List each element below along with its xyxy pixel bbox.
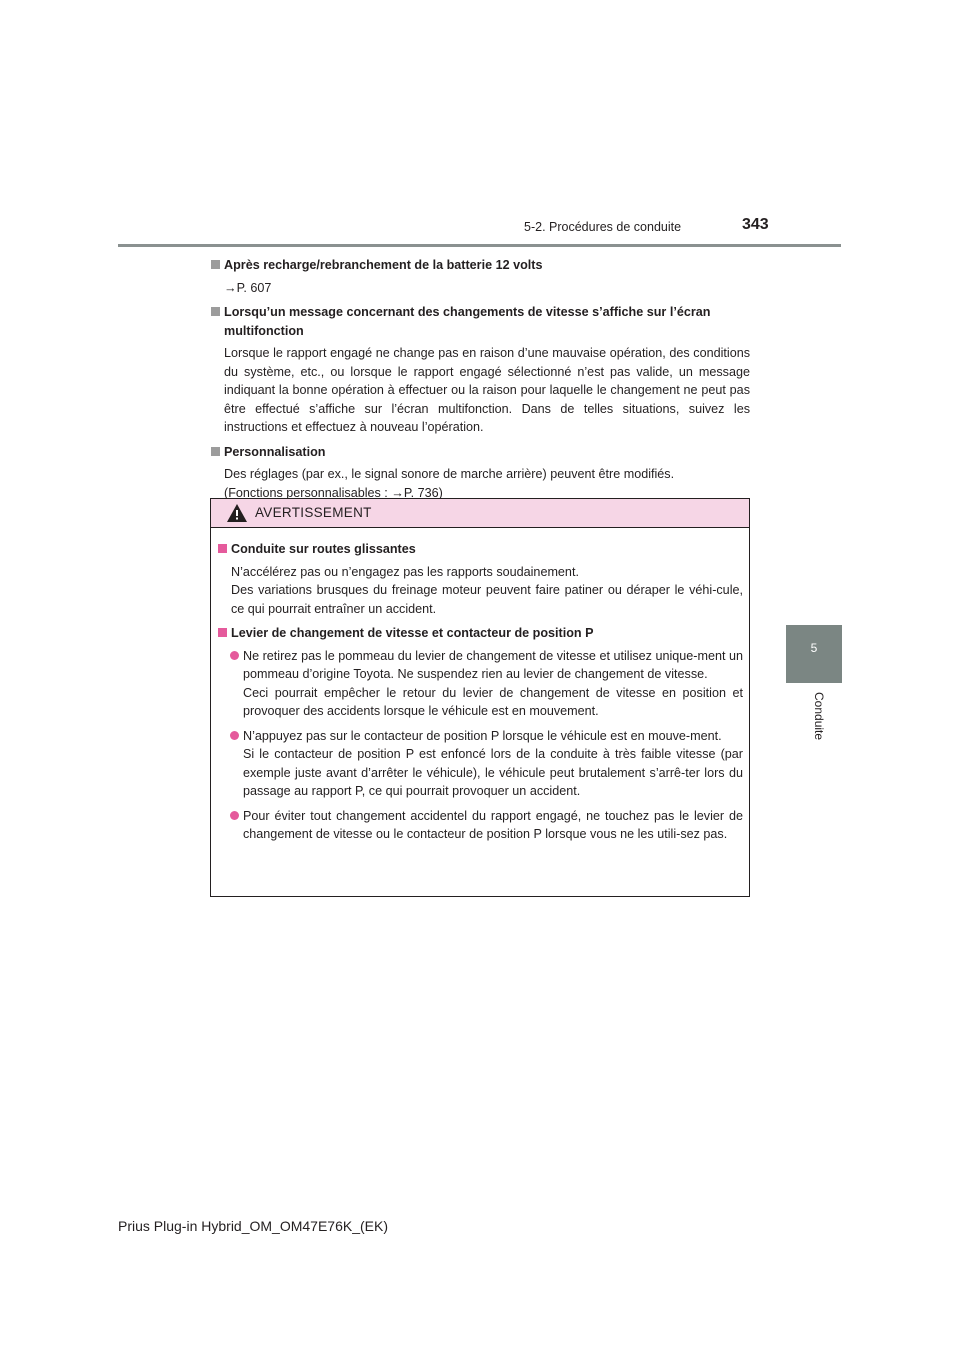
square-bullet-icon [211, 307, 220, 316]
square-bullet-icon [211, 447, 220, 456]
square-bullet-icon [218, 544, 227, 553]
warning-text: N’accélérez pas ou n’engagez pas les rapports soudainement. Des variations brusques du freinage moteur peuvent faire patiner ou déraper le véhi-cule, ce qui pourrait entraîner un accident. [231, 564, 743, 616]
warning-heading: Levier de changement de vitesse et contacteur de position P [217, 624, 743, 643]
section-gear-message [210, 303, 750, 437]
section-heading: Lorsqu’un message concernant des changements de vitesse s’affiche sur l’écran multifonction [210, 303, 750, 340]
round-bullet-icon [230, 811, 239, 820]
warning-bullet: Pour éviter tout changement accidentel du rapport engagé, ne touchez pas le levier de changement de vitesse ou le contacteur de position P lorsque vous ne les utili-sez pas. [217, 807, 743, 844]
warning-heading: Conduite sur routes glissantes [217, 540, 743, 559]
round-bullet-icon [230, 731, 239, 740]
section-text: Lorsque le rapport engagé ne change pas en raison d’une mauvaise opération, des conditions du système, etc., ou lorsque le rapport engagé sélectionné n’est pas valide, un message indiquant la bonne opération à effectuer ou la raison pour laquelle le changement ne peut pas être effectué s’affiche sur l’écran multifonction. Dans de telles situations, suivez les instructions et effectuez à nouveau l’opération. [224, 346, 750, 434]
section-battery [210, 256, 750, 297]
chapter-tab[interactable]: 5 [786, 625, 842, 683]
square-bullet-icon [218, 628, 227, 637]
warning-body [211, 528, 749, 844]
warning-bullet: N’appuyez pas sur le contacteur de position P lorsque le véhicule est en mouve-ment. Si le contacteur de position P est enfoncé lors de la conduite à très faible vitesse (par exemple juste avant d’arrêter le véhicule), le véhicule peut brutalement s’arrê-ter lors du passage au rapport P, ce qui pourrait provoquer un accident. [217, 727, 743, 801]
square-bullet-icon [211, 260, 220, 269]
section-title: 5-2. Procédures de conduite [524, 220, 682, 234]
warning-bullet: Ne retirez pas le pommeau du levier de changement de vitesse et utilisez unique-ment un pommeau d’origine Toyota. Ne suspendez rien au levier de changement de vitesse. Ceci pourrait empêcher le retour du levier de changement de vitesse en position et provoquer des accidents lorsque le véhicule est en mouvement. [217, 647, 743, 721]
footer-doc-id: Prius Plug-in Hybrid_OM_OM47E76K_(EK) [118, 1218, 388, 1234]
warning-header [211, 499, 749, 528]
chapter-label [786, 692, 842, 752]
page-number: 343 [742, 216, 769, 233]
warning-title: AVERTISSEMENT [255, 505, 372, 520]
section-text: Des réglages (par ex., le signal sonore de marche arrière) peuvent être modifiés. (Fonctions personnalisables : →P. 736) [224, 467, 675, 500]
header-divider [118, 244, 841, 247]
warning-box [210, 498, 750, 897]
section-heading: Après recharge/rebranchement de la batterie 12 volts [210, 256, 750, 275]
main-content [210, 256, 750, 508]
chapter-label-text: Conduite [812, 692, 826, 741]
warning-icon [227, 504, 247, 522]
round-bullet-icon [230, 651, 239, 660]
section-text: →P. 607 [224, 280, 272, 295]
section-personnalisation [210, 443, 750, 503]
section-heading: Personnalisation [210, 443, 750, 462]
